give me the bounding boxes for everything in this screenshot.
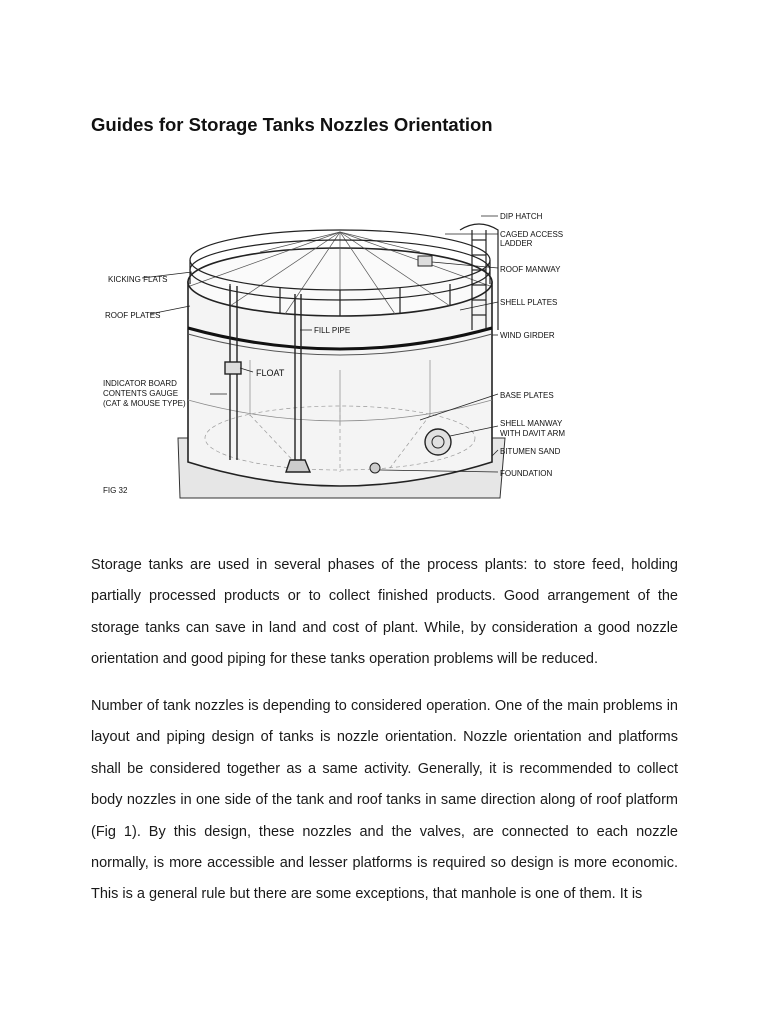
label-roof-plates: ROOF PLATES: [105, 311, 161, 320]
tank-illustration: [100, 210, 590, 510]
label-dip-hatch: DIP HATCH: [500, 212, 543, 221]
label-roof-manway: ROOF MANWAY: [500, 265, 561, 274]
label-base-plates: BASE PLATES: [500, 391, 554, 400]
label-indicator-3: (CAT & MOUSE TYPE): [103, 399, 186, 408]
paragraph-1: Storage tanks are used in several phases of the process plants: to store feed, holding partially processed products or to collect finished products. Good arrangement of the storage tanks can save in land and cost of plant. While, by consideration a good nozzle orientation and good piping for these tanks operation problems will be reduced.: [91, 557, 678, 668]
label-foundation: FOUNDATION: [500, 469, 553, 478]
label-indicator-2: CONTENTS GAUGE: [103, 389, 179, 398]
label-shell-plates: SHELL PLATES: [500, 298, 558, 307]
shell-manway: [425, 429, 451, 455]
label-caged-access-1: CAGED ACCESS: [500, 230, 564, 239]
roof-manway: [418, 256, 432, 266]
label-fill-pipe: FILL PIPE: [314, 326, 351, 335]
document-title: Guides for Storage Tanks Nozzles Orientation: [91, 114, 493, 135]
label-indicator-1: INDICATOR BOARD: [103, 379, 177, 388]
label-float: FLOAT: [256, 368, 285, 378]
bottom-nozzle: [370, 463, 380, 473]
paragraph-2: Number of tank nozzles is depending to considered operation. One of the main problems in layout and piping design of tanks is nozzle orientation. Nozzle orientation and platforms shall be considered together as a same activity. Generally, it is recommended to collect body nozzles in one side of the tank and roof tanks in same direction along of roof platform (Fig 1). By this design, these nozzles and the valves, are connected to each nozzle normally, is more accessible and lesser platforms is required so design is more economic. This is a general rule but there are some exceptions, that manhole is one of them. It is: [91, 698, 678, 903]
label-wind-girder: WIND GIRDER: [500, 331, 555, 340]
storage-tank-diagram: [100, 210, 590, 510]
figure-caption: FIG 32: [103, 486, 128, 495]
label-bitumen-sand: BITUMEN SAND: [500, 447, 561, 456]
label-caged-access-2: LADDER: [500, 239, 533, 248]
label-shell-manway-1: SHELL MANWAY: [500, 419, 563, 428]
label-shell-manway-2: WITH DAVIT ARM: [500, 429, 566, 438]
label-kicking-flats: KICKING FLATS: [108, 275, 168, 284]
